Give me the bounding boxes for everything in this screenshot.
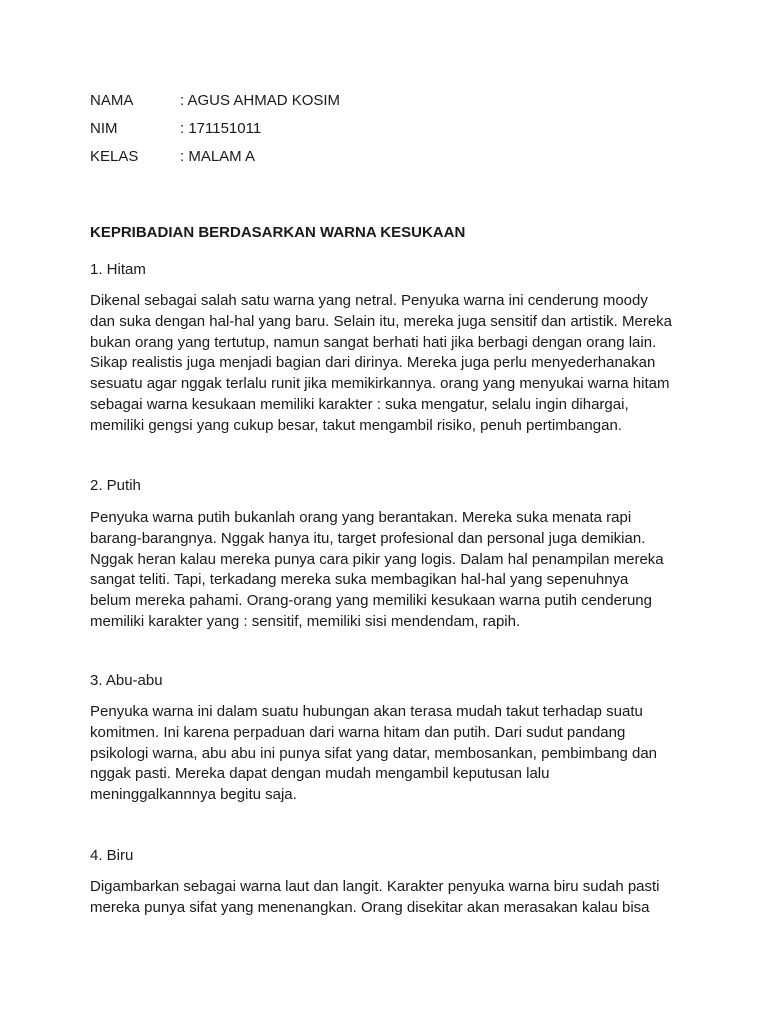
section-body-abu-abu <box>90 702 690 806</box>
nim-value: : 171151011 <box>180 120 262 137</box>
text-line: sangat teliti. Tapi, terkadang mereka suka membagikan hal-hal yang sepenuhnya <box>90 571 629 589</box>
section-heading-hitam: 1. Hitam <box>90 261 146 278</box>
text-line: psikologi warna, abu abu ini punya sifat yang datar, membosankan, pembimbang dan <box>90 744 658 762</box>
text-line: bukan orang yang tertutup, namun sangat berhati hati jika berbagi dengan orang lain. <box>90 333 657 351</box>
student-info <box>90 91 340 175</box>
kelas-label: KELAS <box>90 148 139 165</box>
kelas-row <box>90 147 340 175</box>
document-title: KEPRIBADIAN BERDASARKAN WARNA KESUKAAN <box>90 224 466 241</box>
text-line: mereka punya sifat yang menenangkan. Orang disekitar akan merasakan kalau bisa <box>90 898 650 916</box>
section-body-putih <box>90 508 690 633</box>
text-line: nggak pasti. Mereka dapat dengan mudah mengambil keputusan lalu <box>90 765 550 783</box>
text-line: belum mereka pahami. Orang-orang yang memiliki kesukaan warna putih cenderung <box>90 592 652 610</box>
nama-value: : AGUS AHMAD KOSIM <box>180 92 341 109</box>
section-heading-biru: 4. Biru <box>90 847 134 864</box>
text-line: sesuatu agar nggak terlalu runit jika memikirkannya. orang yang menyukai warna hitam <box>90 375 670 393</box>
text-line: barang-barangnya. Nggak hanya itu, target profesional dan personal juga demikian. <box>90 529 646 547</box>
section-heading-abu-abu: 3. Abu-abu <box>90 672 163 689</box>
text-line: dan suka dengan hal-hal yang baru. Selain itu, mereka juga sensitif dan artistik. Mereka <box>90 312 673 330</box>
text-line: Dikenal sebagai salah satu warna yang netral. Penyuka warna ini cenderung moody <box>90 292 648 309</box>
section-body-hitam <box>90 291 690 437</box>
nim-label: NIM <box>90 120 118 137</box>
text-line: memiliki gengsi yang cukup besar, takut mengambil risiko, penuh pertimbangan. <box>90 416 622 434</box>
text-line: Nggak heran kalau mereka punya cara pikir yang logis. Dalam hal penampilan mereka <box>90 550 664 568</box>
nama-row <box>90 91 340 119</box>
text-line: Sikap realistis juga menjadi bagian dari dirinya. Mereka juga perlu menyederhanakan <box>90 354 656 372</box>
text-line: sebagai warna kesukaan memiliki karakter : suka mengatur, selalu ingin dihargai, <box>90 395 629 413</box>
text-line: meninggalkannnya begitu saja. <box>90 786 297 804</box>
text-line: Penyuka warna putih bukanlah orang yang berantakan. Mereka suka menata rapi <box>90 509 632 526</box>
nim-row <box>90 119 340 147</box>
nama-label: NAMA <box>90 92 134 109</box>
text-line: komitmen. Ini karena perpaduan dari warna hitam dan putih. Dari sudut pandang <box>90 723 626 741</box>
text-line: memiliki karakter yang : sensitif, memiliki sisi mendendam, rapih. <box>90 612 521 630</box>
text-line: Penyuka warna ini dalam suatu hubungan akan terasa mudah takut terhadap suatu <box>90 703 643 720</box>
section-heading-putih: 2. Putih <box>90 477 141 494</box>
kelas-value: : MALAM A <box>180 148 256 165</box>
section-body-biru <box>90 877 690 919</box>
text-line: Digambarkan sebagai warna laut dan langit. Karakter penyuka warna biru sudah pasti <box>90 878 660 895</box>
